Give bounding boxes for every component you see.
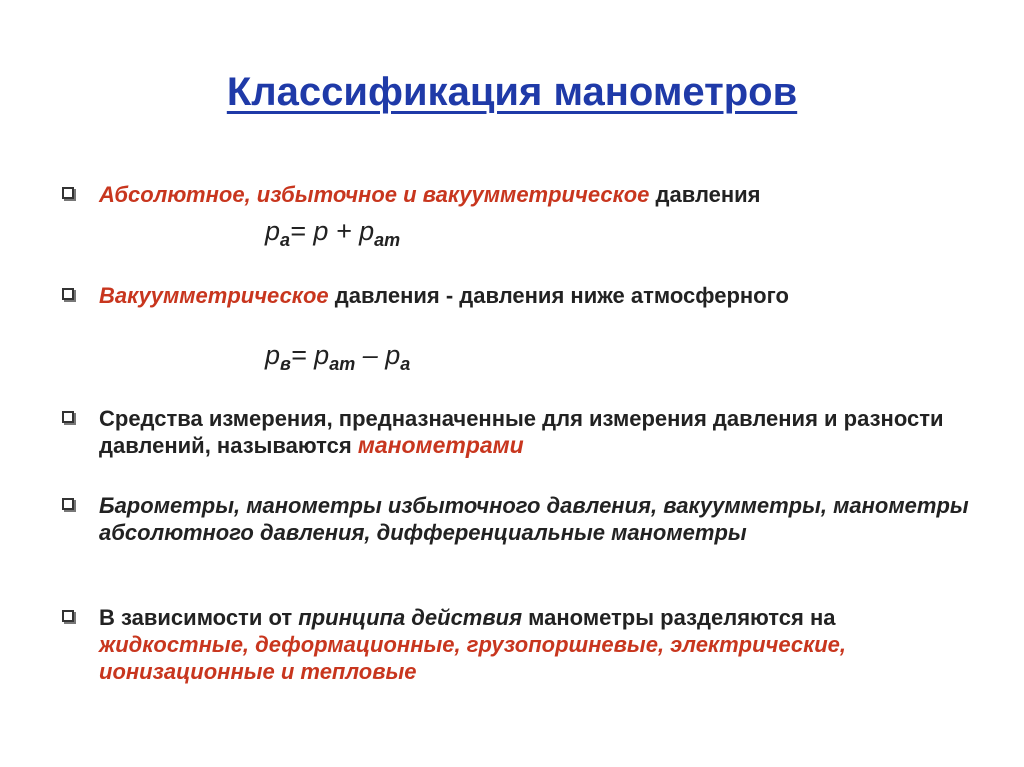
formula-vacuum-pressure <box>265 340 410 375</box>
bullet-item-4-text: Барометры, манометры избыточного давления, вакуумметры, манометры абсолютного давления, дифференциальные манометры <box>99 493 969 545</box>
item-2-highlight: Вакуумметрическое <box>99 283 329 308</box>
checkbox-square-icon <box>62 610 74 622</box>
formula-2-sub-a: а <box>400 354 411 374</box>
formula-absolute-pressure <box>265 216 400 251</box>
bullet-item-1 <box>62 181 982 208</box>
item-3-highlight: манометрами <box>357 432 524 458</box>
bullet-item-3 <box>62 405 982 459</box>
formula-1-sub-a: а <box>280 230 291 250</box>
bullet-item-1-text <box>99 181 982 208</box>
item-5-post: манометры разделяются на <box>522 605 836 630</box>
item-3-text: Средства измерения, предназначенные для измерения давления и разности давлений, называются <box>99 406 944 458</box>
item-5-italic: принципа действия <box>298 605 523 630</box>
formula-1-sub-at: ат <box>374 230 401 250</box>
formula-2-symbol: p <box>265 340 281 370</box>
checkbox-square-icon <box>62 498 74 510</box>
item-5-highlight: жидкостные, деформационные, грузопоршневые, электрические, ионизационные и тепловые <box>99 632 847 684</box>
item-5-pre: В зависимости от <box>99 605 299 630</box>
item-1-highlight: Абсолютное, избыточное и вакуумметрическое <box>99 182 650 207</box>
bullet-item-5-text <box>99 604 982 685</box>
bullet-item-5 <box>62 604 982 685</box>
item-1-rest: давления <box>649 182 761 207</box>
bullet-item-4 <box>62 492 982 546</box>
checkbox-square-icon <box>62 187 74 199</box>
slide-title-text: Классификация манометров <box>226 70 798 114</box>
formula-1-eq: = p + p <box>290 216 375 246</box>
slide-title <box>0 70 1024 115</box>
item-2-rest: давления - давления ниже атмосферного <box>328 283 789 308</box>
bullet-item-2-text <box>99 282 982 309</box>
formula-2-eq: = p <box>290 340 330 370</box>
checkbox-square-icon <box>62 411 74 423</box>
checkbox-square-icon <box>62 288 74 300</box>
formula-1-symbol: p <box>265 216 281 246</box>
bullet-item-3-text <box>99 405 982 459</box>
formula-2-sub-v: в <box>280 354 291 374</box>
formula-2-sub-at: ат <box>329 354 356 374</box>
formula-2-minus: – p <box>355 340 401 370</box>
bullet-item-2 <box>62 282 982 309</box>
